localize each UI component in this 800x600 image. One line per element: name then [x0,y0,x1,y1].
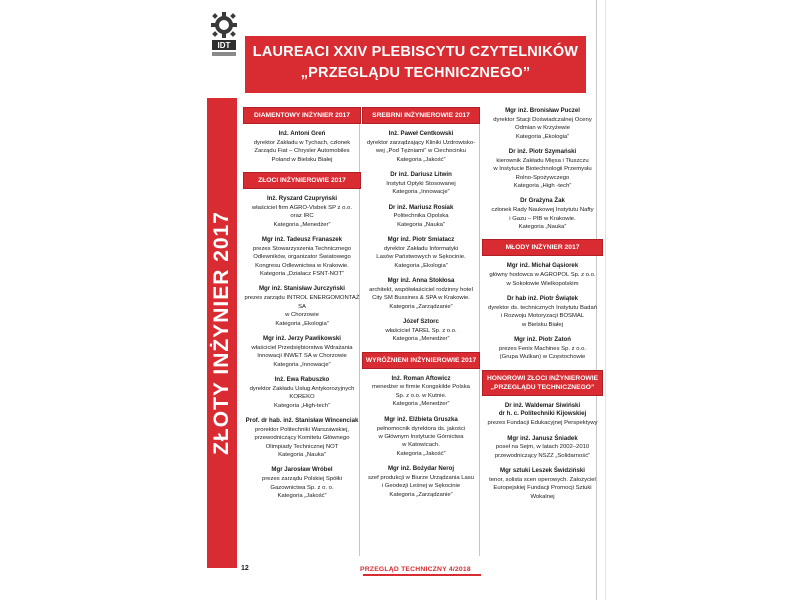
laureate-entry [362,171,480,197]
laureate-name: Mgr inż. Piotr Smiatacz [387,236,455,244]
laureate-entry [243,417,361,459]
laureate-description: właściciel firm AGRO-Visbek SP z o.o. [252,204,352,211]
laureate-entry [362,465,480,499]
laureate-description: Kategoria „High-tech” [274,402,330,409]
laureate-entry [362,204,480,230]
laureate-description: kierownik Zakładu Mięsa i Tłuszczu [496,157,589,164]
laureate-entry [362,318,480,344]
laureate-description: Kategoria „Ekologia” [394,262,448,269]
laureate-name: Mgr sztuki Leszek Świdziński [500,467,585,475]
laureate-entry [482,262,603,288]
laureate-name: Dr inż. Piotr Szymański [508,148,577,156]
laureate-description: Kategoria „Nauka” [518,224,567,231]
laureate-description: menedżer w firmie Kongskilde Polska [372,384,470,391]
laureate-name: Mgr inż. Tadeusz Franaszek [261,236,343,244]
laureate-description: Odmian w Krzyżewie [515,125,570,132]
laureate-description: prorektor Politechniki Warszawskiej, [254,426,350,433]
section-heading: SREBRNI INŻYNIEROWIE 2017 [362,107,480,124]
laureate-name: Mgr inż. Elżbieta Gruszka [384,415,458,423]
title-banner [245,36,586,93]
laureate-description: w Chorzowie [285,312,319,319]
laureate-description: Odlewników, organizator Światowego [253,254,351,261]
laureate-description: Kategoria „Zarządzanie” [389,303,453,310]
laureate-entry [482,402,603,428]
laureate-description: pełnomocnik dyrektora ds. jakości [376,425,466,432]
laureate-description: prezes zarządu Polskiej Spółki [262,476,342,483]
laureate-description: dyrektor zarządzający Kliniki Uzdrowisko- [366,139,476,146]
laureate-name: Mgr inż. Michał Gąsiorek [506,262,579,270]
laureate-name: Mgr inż. Janusz Śniadek [507,434,578,442]
laureate-description: Zarządu Fiat – Chrysler Automobiles [254,148,350,155]
laureate-description: Kategoria „Innowacje” [392,189,450,196]
laureate-description: Kategoria „Jakość” [277,493,327,499]
laureate-description: Wokalnej [530,493,555,500]
laureate-description: dyrektor Zakładu Informatyki [383,245,459,252]
laureate-entry [243,335,361,369]
laureate-description: wej „Pod Tężniami” w Ciechocinku [376,148,466,155]
laureate-name: Inż. Paweł Centkowski [388,130,454,137]
column-2 [362,107,480,506]
laureate-description: prezes Stowarzyszenia Technicznego [252,245,352,252]
laureate-description: Kategoria „Menedżer” [392,336,450,343]
laureate-description: dyrektor Stacji Doświadczalnej Oceny [493,116,592,123]
laureate-name: Dr inż. Dariusz Litwin [390,171,452,179]
laureate-entry [482,107,603,141]
laureate-description: prezes zarządu INTROL ENERGOMONTAŻ SA [244,295,360,310]
laureate-description: Politechnika Opolska [393,213,449,220]
laureate-description: Europejskiej Fundacji Promocji Sztuki [493,485,592,492]
laureate-name: Mgr inż. Jerzy Pawlikowski [263,334,341,342]
laureate-description: Rolno-Spożywczego [515,174,570,181]
laureate-entry [243,195,361,229]
laureate-description: Kongresu Odlewnictwa w Krakowie. [255,262,349,269]
laureate-entry [482,197,603,231]
laureate-description: dyrektor Zakładu w Tychach, członek [253,139,351,146]
magazine-logo [209,10,239,60]
column-3 [482,107,603,508]
laureate-description: Instytut Optyki Stosowanej [386,180,456,187]
laureate-entry [362,277,480,311]
laureate-description: właściciel Przedsiębiorstwa Wdrażania [251,344,353,351]
laureate-entry [362,130,480,164]
laureate-description: Sp. z o.o. w Kutnie. [395,392,447,399]
laureate-description: Kategoria „High -tech” [513,183,572,190]
laureate-name: Mgr inż. Bożydar Neroj [387,465,455,473]
logo-text: IDT [217,41,231,50]
laureate-name: Dr Grażyna Żak [520,197,565,205]
footer-rule [363,574,481,576]
laureate-description: Kategoria „Menedżer” [392,401,450,408]
laureate-entry [482,295,603,329]
laureate-description: dyrektor ds. technicznych Instytutu Badań [487,304,598,311]
laureate-entry [243,236,361,278]
laureate-description: City SM Bussines & SPA w Krakowie. [372,295,470,302]
laureate-description: dyrektor Zakładu Usług Antykorozyjnych [249,385,355,392]
laureate-entry [243,466,361,500]
laureate-name: Inż. Roman Aftowicz [391,374,451,382]
laureate-description: Kategoria „Nauka” [278,451,326,458]
laureate-entry [482,435,603,461]
laureate-entry [362,236,480,270]
laureate-description: (Grupa Wulkan) w Częstochowie [499,354,586,361]
section-heading: MŁODY INŻYNIER 2017 [482,239,603,256]
laureate-entry [362,416,480,458]
laureate-description: przewodniczący Komitetu Głównego [254,435,350,442]
laureate-description: członek Rady Naukowej Instytutu Nafty [491,207,594,214]
laureate-description: KOREKO [289,394,315,401]
gear-logo-icon [209,10,239,60]
laureate-entry [362,375,480,409]
laureate-name: Inż. Ryszard Czupryński [266,195,338,203]
laureate-name: Dr inż. Mariusz Rosiak [388,203,454,211]
laureate-name: Józef Sztorc [403,318,439,326]
laureate-name: Mgr inż. Anna Stokłosa [387,277,455,285]
laureate-description: Gazownictwa Sp. z o. o. [270,484,334,491]
laureate-description: i Gazu – PIB w Krakowie. [509,215,576,222]
laureate-description: właściciel TAREL Sp. z o.o. [385,327,457,334]
laureate-name: Dr hab inż. Piotr Świątek [506,295,579,303]
laureate-description: Kategoria „Jakość” [396,156,446,163]
laureate-description: Innowacji INWET SA w Chorzowie [257,353,347,360]
laureate-name: Inż. Ewa Rabuszko [274,375,330,383]
laureate-description: Kategoria „Działacz FSNT-NOT” [259,271,345,278]
page-number: 12 [241,565,249,572]
laureate-name: Inż. Antoni Greń [278,130,326,137]
laureate-description: i Rozwoju Motoryzacji BOSMAL [500,313,585,320]
laureate-description: w Instytucie Biotechnologii Przemysłu [493,166,592,173]
laureate-description: Kategoria „Menedżer” [273,221,331,228]
laureate-description: w Sokołowie Wielkopolskim [506,280,579,287]
laureate-description: w Bielsku Białej [522,321,563,328]
laureate-entry [482,467,603,501]
laureate-description: tenor, solista scen operowych. Założyciel [489,476,596,483]
section-heading: ZŁOCI INŻYNIEROWIE 2017 [243,172,361,189]
laureate-description: główny hodowca w AGROPOL Sp. z o.o. [489,272,596,279]
laureate-description: Kategoria „Ekologia” [515,133,570,140]
laureate-description: przewodniczący NSZZ „Solidarność” [494,452,591,459]
laureate-description: Kategoria „Jakość” [396,450,446,457]
laureate-description: Lasów Państwowych w Sękocinie. [376,254,466,261]
section-heading: HONOROWI ZŁOCI INŻYNIEROWIE „PRZEGLĄDU TECHNICZNEGO” [482,370,603,396]
laureate-name-title: dr h. c. Politechniki Kijowskiej [498,410,587,418]
laureate-entry [482,336,603,362]
laureate-entry [243,376,361,410]
laureate-description: Kategoria „Ekologia” [275,320,329,327]
laureate-name: Mgr inż. Stanisław Jurczyński [258,285,345,293]
laureate-name: Mgr Jarosław Wróbel [271,466,333,474]
laureate-description: w Głównym Instytucie Górnictwa [378,433,464,440]
laureate-description: architekt, współwłaściciel rodzinny hotel [369,286,473,293]
laureate-description: prezes Fundacji Edukacyjnej Perspektywy [487,420,598,427]
laureate-description: oraz IRC [290,213,314,220]
laureate-description: w Katowicach. [402,442,440,449]
laureate-entry [243,285,361,327]
laureate-entry [243,130,361,164]
section-heading: DIAMENTOWY INŻYNIER 2017 [243,107,361,124]
laureate-description: poseł na Sejm, w latach 2002–2010 [495,444,590,451]
laureate-description: szef produkcji w Biurze Urządzania Lasu [367,474,475,481]
publication-name: PRZEGLĄD TECHNICZNY 4/2018 [360,566,471,573]
section-heading: WYRÓŻNIENI INŻYNIEROWIE 2017 [362,352,480,369]
laureate-name: Dr inż. Waldemar Siwiński [504,401,581,409]
laureate-entry [482,148,603,190]
laureate-description: Kategoria „Innowacje” [273,361,331,368]
side-banner-text: ZŁOTY INŻYNIER 2017 [210,211,233,455]
laureate-description: prezes Fenix Machines Sp. z o.o. [498,345,587,352]
laureate-name: Prof. dr hab. inż. Stanisław Wincenciak [245,416,359,424]
laureate-name: Mgr inż. Piotr Zatoń [514,336,571,344]
laureate-description: Kategoria „Zarządzanie” [389,491,453,498]
laureate-name: Mgr inż. Bronisław Puczel [505,107,580,114]
laureate-description: i Geodezji Leśnej w Sękocinie [381,483,461,490]
title-line-2: „PRZEGLĄDU TECHNICZNEGO” [300,65,531,81]
title-line-1: LAUREACI XXIV PLEBISCYTU CZYTELNIKÓW [252,44,579,60]
laureate-description: Olimpiady Technicznej NOT [265,443,339,450]
column-1 [243,107,361,507]
laureate-description: Kategoria „Nauka” [397,221,445,228]
laureate-description: Poland w Bielsku Białej [271,156,333,163]
